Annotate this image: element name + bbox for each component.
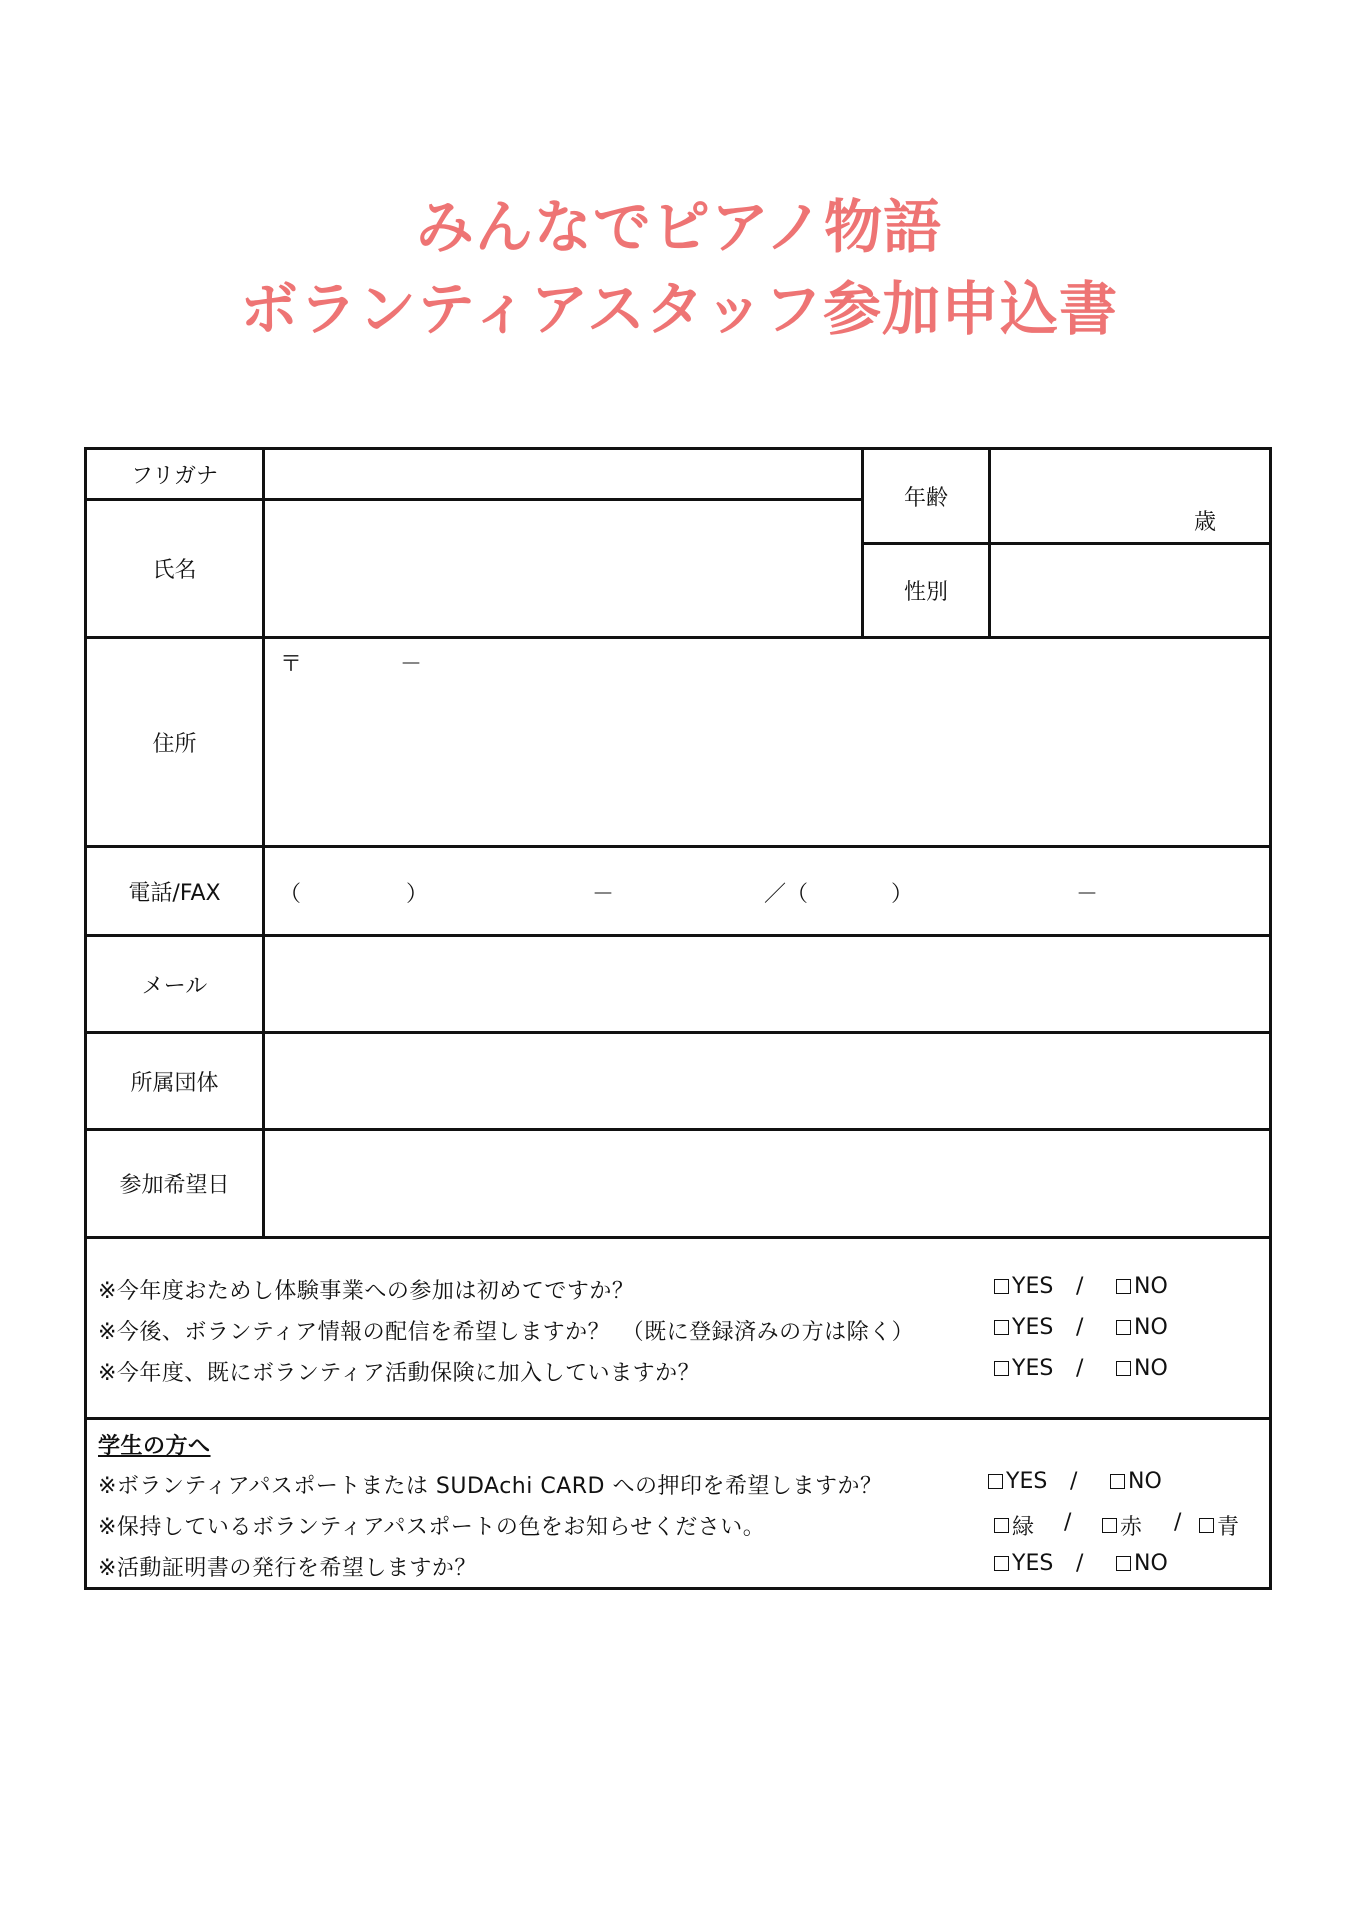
option-separator: / [1174, 1510, 1182, 1535]
checkbox-icon [988, 1474, 1003, 1489]
email-label: メール [141, 973, 208, 999]
question-newsletter: ※今後、ボランティア情報の配信を希望しますか？ （既に登録済みの方は除く） [98, 1320, 915, 1345]
q3-yes-checkbox[interactable]: YES [994, 1356, 1053, 1381]
furigana-label: フリガナ [131, 463, 218, 489]
fax-separator: ／（ [764, 882, 809, 907]
checkbox-icon [1116, 1320, 1131, 1335]
checkbox-icon [994, 1320, 1009, 1335]
option-separator: / [1064, 1510, 1072, 1535]
phone-dash: － [592, 882, 615, 907]
checkbox-icon [1116, 1361, 1131, 1376]
color-green-checkbox[interactable]: 緑 [994, 1510, 1034, 1541]
s3-no-checkbox[interactable]: NO [1116, 1551, 1168, 1576]
checkbox-icon [1199, 1518, 1214, 1533]
email-input[interactable] [265, 937, 1269, 1031]
q2-yes-checkbox[interactable]: YES [994, 1315, 1053, 1340]
question-insurance: ※今年度、既にボランティア活動保険に加入していますか？ [98, 1361, 701, 1386]
checkbox-icon [1116, 1556, 1131, 1571]
checkbox-icon [1110, 1474, 1125, 1489]
form-title-line1: みんなでピアノ物語 [415, 193, 943, 261]
q3-no-checkbox[interactable]: NO [1116, 1356, 1168, 1381]
q1-yes-checkbox[interactable]: YES [994, 1274, 1053, 1299]
s1-no-checkbox[interactable]: NO [1110, 1469, 1162, 1494]
question-passport-color: ※保持しているボランティアパスポートの色をお知らせください。 [98, 1515, 766, 1540]
option-separator: / [1076, 1551, 1084, 1576]
checkbox-icon [994, 1556, 1009, 1571]
application-form [84, 447, 1272, 1590]
color-red-checkbox[interactable]: 赤 [1102, 1510, 1142, 1541]
gender-input[interactable] [991, 545, 1269, 636]
checkbox-icon [1102, 1518, 1117, 1533]
option-separator: / [1076, 1356, 1084, 1381]
gender-label: 性別 [903, 580, 948, 605]
checkbox-icon [1116, 1279, 1131, 1294]
postal-dash: － [400, 652, 423, 677]
checkbox-icon [994, 1518, 1009, 1533]
age-unit: 歳 [1194, 510, 1217, 535]
checkbox-icon [994, 1361, 1009, 1376]
question-certificate: ※活動証明書の発行を希望しますか？ [98, 1556, 477, 1581]
organization-input[interactable] [265, 1034, 1269, 1128]
form-title-line2: ボランティアスタッフ参加申込書 [239, 275, 1119, 343]
age-label: 年齢 [903, 485, 948, 511]
option-separator: / [1076, 1274, 1084, 1299]
option-separator: / [1076, 1315, 1084, 1340]
s3-yes-checkbox[interactable]: YES [994, 1551, 1053, 1576]
q1-no-checkbox[interactable]: NO [1116, 1274, 1168, 1299]
option-separator: / [1070, 1469, 1078, 1494]
postal-mark: 〒 [280, 652, 303, 677]
q2-no-checkbox[interactable]: NO [1116, 1315, 1168, 1340]
organization-label: 所属団体 [130, 1070, 219, 1096]
preferred-date-label: 参加希望日 [119, 1173, 230, 1198]
fax-close-paren: ） [891, 882, 914, 907]
question-first-time: ※今年度おためし体験事業への参加は初めてですか？ [98, 1279, 635, 1304]
color-blue-checkbox[interactable]: 青 [1199, 1510, 1239, 1541]
age-input[interactable] [991, 450, 1269, 542]
phone-close-paren: ） [406, 882, 429, 907]
question-passport-stamp: ※ボランティアパスポートまたは SUDAchi CARD への押印を希望しますか？ [98, 1474, 883, 1499]
name-label: 氏名 [152, 558, 197, 583]
border [84, 1417, 1272, 1420]
s1-yes-checkbox[interactable]: YES [988, 1469, 1047, 1494]
address-label: 住所 [152, 731, 197, 757]
border [84, 1587, 1272, 1590]
checkbox-icon [994, 1279, 1009, 1294]
phone-fax-label: 電話/FAX [128, 880, 221, 906]
phone-open-paren: （ [279, 882, 302, 907]
furigana-input[interactable] [265, 450, 861, 498]
name-input[interactable] [265, 501, 861, 636]
student-section-heading: 学生の方へ [98, 1434, 211, 1459]
fax-dash: － [1076, 882, 1099, 907]
preferred-date-input[interactable] [265, 1131, 1269, 1236]
